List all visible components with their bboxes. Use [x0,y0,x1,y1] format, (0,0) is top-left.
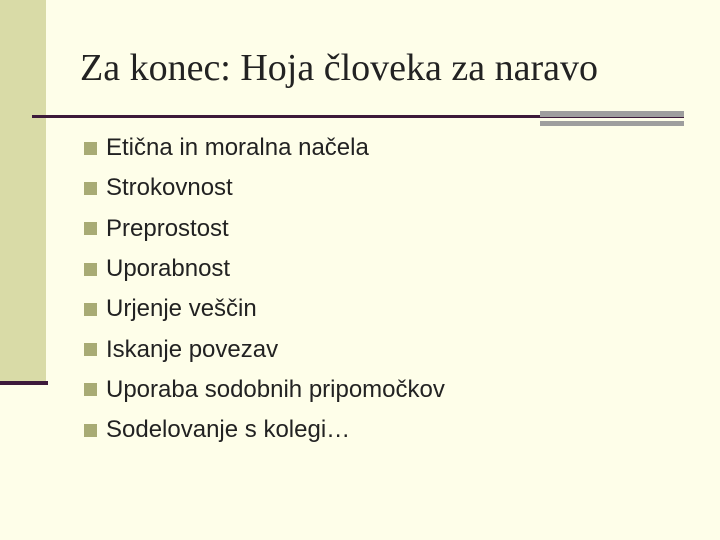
bullet-text: Urjenje veščin [106,295,257,323]
bullet-item [84,249,445,289]
square-bullet-icon [84,142,97,155]
left-decorative-band [0,0,46,384]
square-bullet-icon [84,343,97,356]
bullet-item [84,370,445,410]
title-underline-accent-top [540,111,684,117]
bullet-text: Etična in moralna načela [106,134,369,162]
square-bullet-icon [84,263,97,276]
bullet-item [84,168,445,208]
bullet-text: Uporaba sodobnih pripomočkov [106,375,445,403]
square-bullet-icon [84,424,97,437]
bullet-list [84,128,445,450]
square-bullet-icon [84,303,97,316]
bullet-item [84,329,445,369]
bullet-item [84,410,445,450]
square-bullet-icon [84,222,97,235]
bullet-text: Preprostost [106,214,229,242]
bullet-text: Sodelovanje s kolegi… [106,416,351,444]
bullet-item [84,128,445,168]
slide-title: Za konec: Hoja človeka za naravo [80,47,599,89]
bullet-item [84,289,445,329]
bullet-text: Strokovnost [106,174,233,202]
bullet-text: Uporabnost [106,255,231,283]
bullet-text: Iskanje povezav [106,335,279,363]
title-underline-accent-bottom [540,121,684,126]
square-bullet-icon [84,383,97,396]
left-band-divider [0,381,48,385]
square-bullet-icon [84,182,97,195]
bullet-item [84,209,445,249]
